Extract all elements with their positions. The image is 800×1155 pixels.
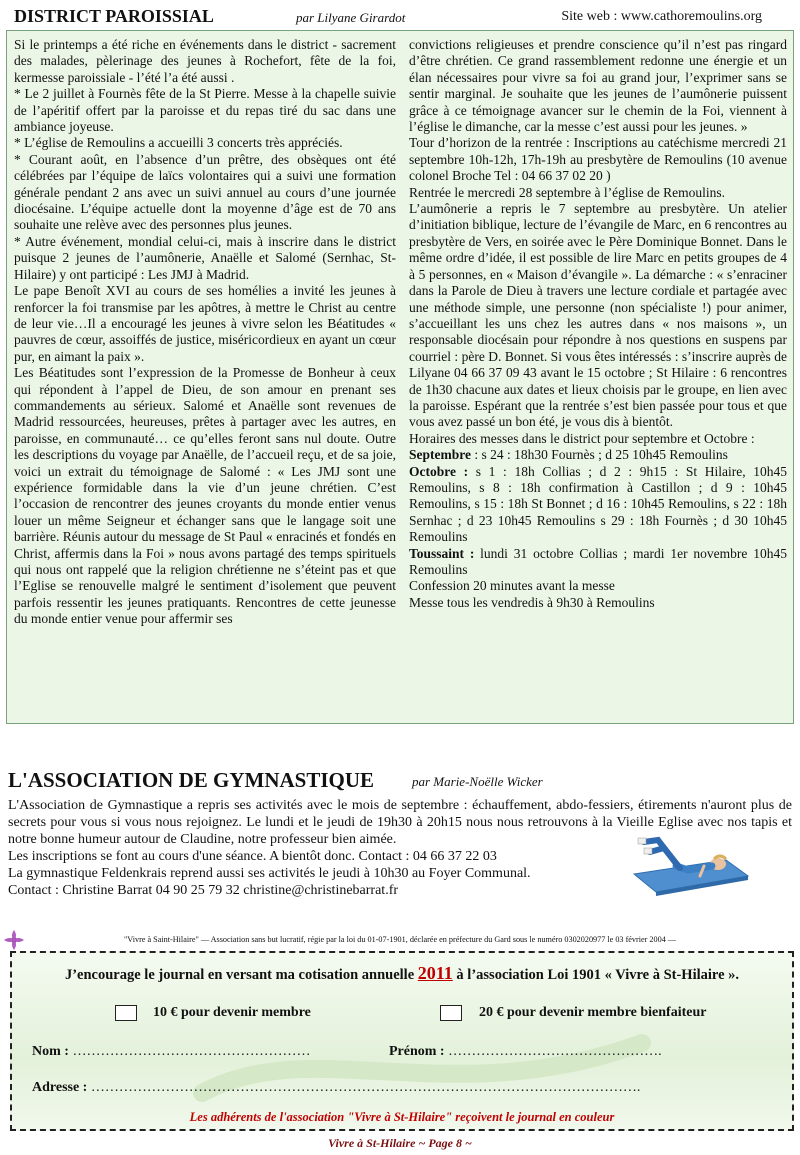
paragraph: Horaires des messes dans le district pour septembre et Octobre :: [409, 430, 755, 446]
website-line: [561, 9, 762, 25]
member-checkbox[interactable]: [115, 1005, 137, 1021]
section-title: DISTRICT PAROISSIAL: [14, 6, 214, 26]
gym-section-title: L'ASSOCIATION DE GYMNASTIQUE: [8, 768, 375, 792]
membership-coupon: [10, 951, 794, 1131]
coupon-note: Les adhérents de l'association "Vivre à St-Hilaire" reçoivent le journal en couleur: [189, 1110, 615, 1124]
legal-notice: "Vivre à Saint-Hilaire" — Association sans but lucratif, régie par la loi du 01-07-1901, déclarée en préfecture du Gard sous le numéro 0302020977 le 03 février 2004 —: [123, 935, 677, 944]
schedule-toussaint: Toussaint : lundi 31 octobre Collias ; mardi 1er novembre 10h45 Remoulins: [409, 545, 787, 577]
benefactor-checkbox[interactable]: [440, 1005, 462, 1021]
gym-paragraph: L'Association de Gymnastique a repris ses activités avec le mois de septembre : échauffement, abdo-fessiers, étirements n'auront plus de secrets pour vous si vous nous rejoignez. Le lundi et le jeudi de 19h30 à 20h15 nous nous retrouvons à la Vieille Eglise avec nos tapis et notre bonne humeur autour de Claudine, notre professeur bien aimée.: [8, 798, 792, 847]
gym-inscriptions-line: Les inscriptions se font au cours d'une séance. A bientôt donc. Contact : 04 66 37 22 03: [8, 849, 497, 864]
author-byline: par Lilyane Girardot: [296, 10, 406, 25]
paragraph: * L’église de Remoulins a accueilli 3 concerts très appréciés.: [14, 135, 343, 151]
adresse-field[interactable]: Adresse : ……………………………………………………………………………………………………….: [32, 1080, 641, 1095]
paragraph: Rentrée le mercredi 28 septembre à l’église de Remoulins.: [409, 184, 726, 200]
benefactor-option-label: 20 € pour devenir membre bienfaiteur: [479, 1005, 707, 1020]
paragraph: Si le printemps a été riche en événements dans le district - sacrement des malades, pèlerinage des jeunes à Rochefort, fête de la foi, kermesse paroissiale - l’été l’a été aussi .: [14, 37, 396, 85]
background-swirl: [192, 1023, 652, 1113]
left-column: [14, 37, 396, 628]
district-article-box: [6, 30, 794, 724]
paragraph: Le pape Benoît XVI au cours de ses homélies a invité les jeunes à renforcer la foi transmise par les apôtres, à mettre le Christ au centre de leur vie…Il a encouragé les jeunes à vivre selon les Béatitudes « pauvres de cœur, assoiffés de justice, miséricordieux en ayant un cœur pur, en aimant la paix ».: [14, 283, 396, 364]
coupon-year: 2011: [417, 963, 453, 983]
paragraph: Tour d’horizon de la rentrée : Inscriptions au catéchisme mercredi 21 septembre 10h-12h, 17h-19h au presbytère de Remoulins (10 avenue colonel Broche Tel : 04 66 37 02 20 ): [409, 135, 787, 184]
right-column: [409, 37, 787, 611]
article-header: [10, 6, 790, 28]
coupon-headline: J’encourage le journal en versant ma cotisation annuelle 2011 à l’association Loi 1901 « Vivre à St-Hilaire ».: [64, 963, 740, 983]
gym-author-byline: par Marie-Noëlle Wicker: [412, 774, 543, 789]
schedule-september: Septembre : s 24 : 18h30 Fournès ; d 25 10h45 Remoulins: [409, 447, 728, 463]
website-label: Site web :: [561, 9, 618, 24]
friday-mass-line: Messe tous les vendredis à 9h30 à Remoulins: [409, 594, 655, 610]
member-option-label: 10 € pour devenir membre: [153, 1005, 311, 1020]
page-footer: Vivre à St-Hilaire ~ Page 8 ~: [328, 1136, 472, 1150]
paragraph: convictions religieuses et prendre conscience qu’il n’est pas ringard d’être chrétien. Ce grand rassemblement redonne une énergie et un élan nécessaires pour vivre sa foi au grand jour, l’exprimer sans se sentir marginal. Je souhaite que les jeunes de l’aumônerie puissent grâce à ce témoignage avancer sur le chemin de la Foi, viennent à l’église le dimanche, car la messe c’est aussi pour les jeunes. »: [409, 37, 787, 135]
gym-feldenkrais-line: La gymnastique Feldenkrais reprend aussi ses activités le jeudi à 10h30 au Foyer Communal.: [8, 866, 531, 881]
confession-line: Confession 20 minutes avant la messe: [409, 578, 615, 594]
gym-contact-line: Contact : Christine Barrat 04 90 25 79 32 christine@christinebarrat.fr: [8, 883, 399, 898]
exercise-woman-illustration: [630, 826, 750, 896]
paragraph: L’aumônerie a repris le 7 septembre au presbytère. Un atelier d’initiation biblique, lecture de l’évangile de Marc, en 6 rencontres au presbytère de Vers, en soirée avec le Père Dominique Bonnet. Dans le même ordre d’idée, il est possible de lire Marc en petits groupes de 4 à 5 personnes, en « Maison d’évangile ». La démarche : « s’enraciner dans la Parole de Dieu à travers une lecture cordiale et partagée avec une méthode simple, une personne (non spécialiste !) pour animer, s’accueillant les uns chez les autres dans « nos maisons », un responsable diocésain pour répondre à nos questions en suspens par courriel : père D. Bonnet. Si vous êtes intéressés : s’inscrire auprès de Lilyane 04 66 37 09 43 avant le 15 octobre ; St Hilaire : 6 rencontres de 1h30 chacune aux dates et lieux choisis par le groupe, en lien avec la paroisse. Espérant que la rentrée s’est bien passée pour tous et que vous avez passé un bon été, je vous dis à bientôt.: [409, 201, 787, 430]
prenom-field[interactable]: Prénom : ……………………………………….: [389, 1044, 662, 1059]
nom-field[interactable]: Nom : ……………………………………………: [32, 1044, 311, 1059]
paragraph: * Autre événement, mondial celui-ci, mais à inscrire dans le district puisque 2 jeunes de l’aumônerie, Anaëlle et Salomé (Sernhac, St-Hilaire) y ont participé : Les JMJ à Madrid.: [14, 233, 396, 282]
website-link[interactable]: www.cathoremoulins.org: [620, 9, 762, 24]
schedule-october: Octobre : s 1 : 18h Collias ; d 2 : 9h15 : St Hilaire, 10h45 Remoulins, s 8 : 18h confirmation à Castillon ; d 9 : 10h45 Remoulins, s 15 : 18h St Bonnet ; d 16 : 10h45 Remoulins, s 22 : 18h Sernhac ; d 23 10h45 Remoulins s 29 : 18h Fournès ; d 30 10h45 Remoulins: [409, 463, 787, 545]
paragraph: * Le 2 juillet à Fournès fête de la St Pierre. Messe à la chapelle suivie de l’apéritif offert par la paroisse et du repas tiré du sac dans une ambiance joyeuse.: [14, 86, 396, 135]
paragraph: * Courant août, en l’absence d’un prêtre, des obsèques ont été célébrées par l’équipe de laïcs volontaires qui a suivi une formation générale pendant 2 ans avec un suivi annuel au cours d’une journée diocésaine. L’équipe actuelle dont la moyenne d’âge est de 70 ans souhaite une relève avec des personnes plus jeunes.: [14, 151, 396, 233]
paragraph: Les Béatitudes sont l’expression de la Promesse de Bonheur à ceux qui répondent à l’appel de Dieu, de son amour en prenant ses commandements au sérieux. Salomé et Anaëlle sont revenues de Madrid ressourcées, heureuses, prêtes à partager avec les autres, en paroisse, en communauté… ce qu’elles feront sans nul doute. Outre les descriptions du voyage par Anaëlle, de l’accueil reçu, et de sa joie, voici un extrait du témoignage de Salomé : « Les JMJ sont une expérience formidable dans la vie d’un jeune chrétien. C’est l’occasion de rencontrer des jeunes croyants du monde entier venus louer un même Seigneur et échanger sans que le langage soit une barrière. Réunis autour du message de St Paul « enracinés et fondés en Christ, affermis dans la Foi » nous avons partagé des temps spirituels qui nous ont rappelé que la religion chrétienne ne s’éteint pas et que l’Eglise se renouvelle malgré le sentiment d’isolement que peuvent parfois ressentir les jeunes pratiquants. Rencontres de cette jeunesse du monde entier venue pour affermir ses: [14, 365, 396, 627]
